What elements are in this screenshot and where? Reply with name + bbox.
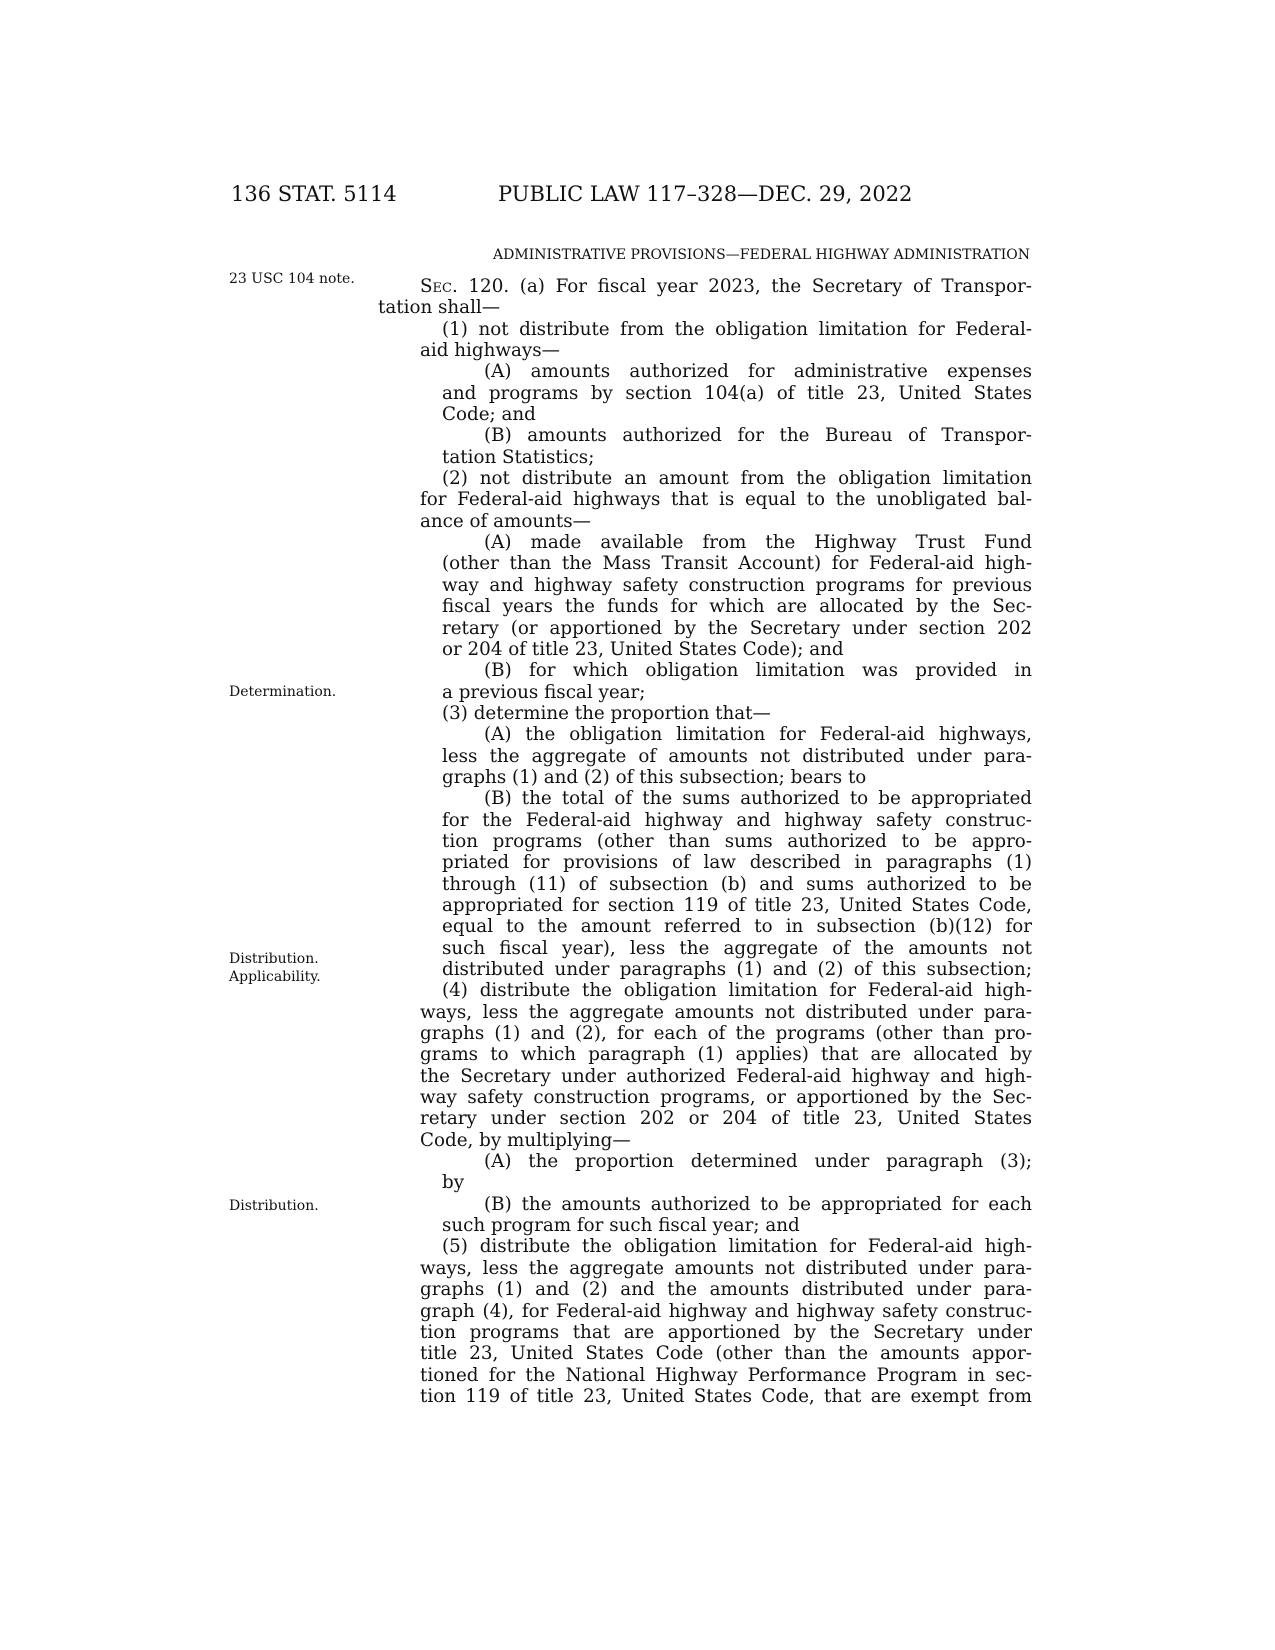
- section-body: [378, 276, 1032, 1407]
- text-line: (3) determine the proportion that—: [442, 702, 771, 724]
- text-line: retary (or apportioned by the Secretary under section 202: [442, 617, 1032, 639]
- text-line: distributed under paragraphs (1) and (2) of this subsection;: [442, 959, 1032, 980]
- text-line: priated for provisions of law described in paragraphs (1): [442, 852, 1032, 874]
- text-line: (B) amounts authorized for the Bureau of Transpor-: [484, 425, 1032, 447]
- text-line: (A) amounts authorized for administrative expenses: [484, 361, 1032, 383]
- text-line: tion 119 of title 23, United States Code, that are exempt from: [420, 1385, 1032, 1407]
- text-line: (other than the Mass Transit Account) for Federal-aid high-: [442, 553, 1032, 575]
- text-line: (B) the amounts authorized to be appropriated for each: [484, 1193, 1032, 1215]
- text-line: ways, less the aggregate amounts not distributed under para-: [420, 1257, 1032, 1279]
- section-label: Sec.: [420, 276, 458, 297]
- text-line: title 23, United States Code (other than the amounts appor-: [420, 1343, 1032, 1365]
- margin-note-usc: 23 USC 104 note.: [229, 271, 355, 287]
- text-line: fiscal years the funds for which are allocated by the Sec-: [442, 596, 1032, 618]
- text-line: such fiscal year), less the aggregate of the amounts not: [442, 937, 1032, 959]
- margin-note-applicability: Applicability.: [229, 969, 321, 985]
- text-line: tion programs (other than sums authorized to be appro-: [442, 830, 1032, 852]
- text-line: (5) distribute the obligation limitation for Federal-aid high-: [442, 1236, 1032, 1258]
- text-line: (1) not distribute from the obligation limitation for Federal-: [442, 318, 1032, 340]
- text-line: equal to the amount referred to in subsection (b)(12) for: [442, 916, 1032, 938]
- text-line: (A) made available from the Highway Trust Fund: [484, 532, 1032, 554]
- text-line: graphs (1) and (2), for each of the programs (other than pro-: [420, 1023, 1032, 1045]
- text-line: graphs (1) and (2) and the amounts distributed under para-: [420, 1279, 1032, 1301]
- text-line: (B) the total of the sums authorized to be appropriated: [484, 788, 1032, 810]
- text-line: ance of amounts—: [420, 510, 591, 532]
- stat-citation: 136 STAT. 5114: [231, 182, 397, 206]
- text-line: grams to which paragraph (1) applies) that are allocated by: [420, 1044, 1032, 1066]
- text-line: way safety construction programs, or apportioned by the Sec-: [420, 1087, 1032, 1109]
- text-line: retary under section 202 or 204 of title 23, United States: [420, 1108, 1032, 1130]
- text-line: a previous fiscal year;: [442, 681, 646, 703]
- text-line: (4) distribute the obligation limitation for Federal-aid high-: [442, 980, 1032, 1002]
- text-line: tion programs that are apportioned by the Secretary under: [420, 1321, 1032, 1343]
- section-heading: ADMINISTRATIVE PROVISIONS—FEDERAL HIGHWAY ADMINISTRATION: [493, 247, 1030, 263]
- text-line: tation shall—: [378, 297, 501, 319]
- text-line: ways, less the aggregate amounts not distributed under para-: [420, 1001, 1032, 1023]
- text-line: tioned for the National Highway Performance Program in sec-: [420, 1364, 1032, 1386]
- margin-note-distribution: Distribution.: [229, 951, 319, 967]
- law-title: PUBLIC LAW 117–328—DEC. 29, 2022: [498, 182, 913, 206]
- page-header: [0, 182, 1275, 216]
- text-line: (B) for which obligation limitation was provided in: [484, 660, 1032, 682]
- text-line: or 204 of title 23, United States Code); and: [442, 638, 844, 660]
- text-line: Code, by multiplying—: [420, 1129, 631, 1151]
- text-line: aid highways—: [420, 340, 560, 362]
- text-line: appropriated for section 119 of title 23, United States Code,: [442, 894, 1032, 916]
- text-line: Code; and: [442, 404, 536, 426]
- text-line: Sec. 120. (a) For fiscal year 2023, the Secretary of Transpor-: [420, 276, 1032, 297]
- margin-note-determination: Determination.: [229, 684, 337, 700]
- text-line: (A) the obligation limitation for Federal-aid highways,: [484, 724, 1032, 746]
- text-line: way and highway safety construction programs for previous: [442, 574, 1032, 596]
- text-line: through (11) of subsection (b) and sums authorized to be: [442, 873, 1032, 895]
- text-line: the Secretary under authorized Federal-aid highway and high-: [420, 1065, 1032, 1087]
- text-line: (2) not distribute an amount from the obligation limitation: [442, 468, 1032, 490]
- margin-note-distribution-2: Distribution.: [229, 1198, 319, 1214]
- text-line: for Federal-aid highways that is equal to the unobligated bal-: [420, 489, 1032, 511]
- text-line: graph (4), for Federal-aid highway and highway safety construc-: [420, 1300, 1032, 1322]
- text-line: by: [442, 1172, 465, 1194]
- text-line: graphs (1) and (2) of this subsection; bears to: [442, 766, 867, 788]
- text-line: for the Federal-aid highway and highway safety construc-: [442, 809, 1032, 831]
- text-line: (A) the proportion determined under paragraph (3);: [484, 1151, 1032, 1173]
- text-line: tation Statistics;: [442, 446, 595, 468]
- text-line: and programs by section 104(a) of title 23, United States: [442, 382, 1032, 404]
- text-line: less the aggregate of amounts not distributed under para-: [442, 745, 1032, 767]
- text-line: such program for such fiscal year; and: [442, 1215, 800, 1237]
